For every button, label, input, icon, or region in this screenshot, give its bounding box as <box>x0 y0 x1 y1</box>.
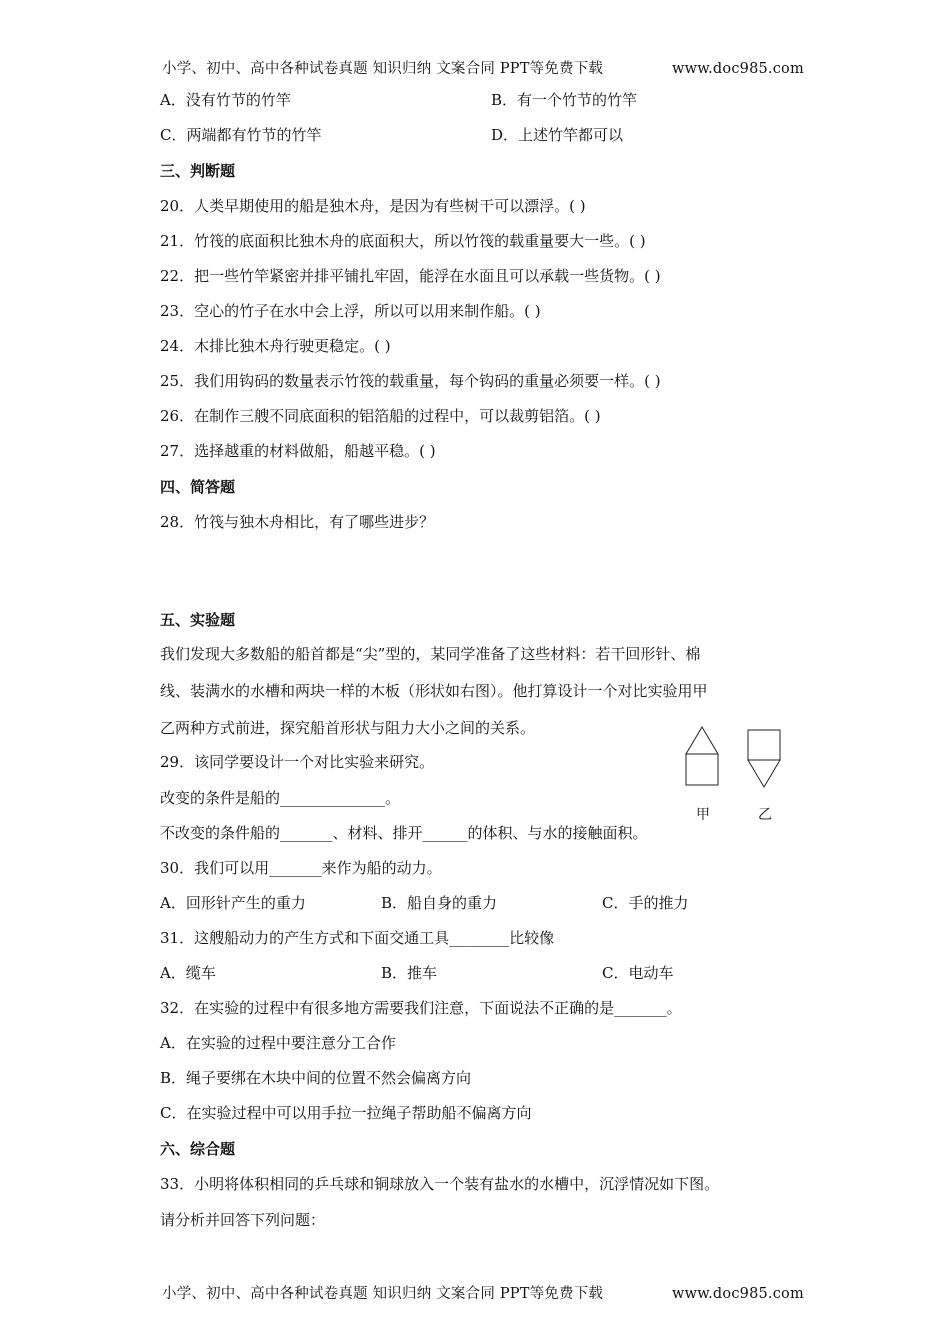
jia-square-body <box>686 754 718 785</box>
q19-option-a: A．没有竹节的竹竿 <box>160 91 291 109</box>
figure-label-jia: 甲 <box>696 807 710 823</box>
boat-shape-figure <box>680 724 790 828</box>
q29-changed-condition: 改变的条件是船的______________。 <box>160 789 401 807</box>
section4-title: 四、简答题 <box>160 478 236 496</box>
figure-label-yi: 乙 <box>758 807 772 823</box>
section3-title: 三、判断题 <box>160 162 236 180</box>
q32-option-a: A．在实验的过程中要注意分工合作 <box>160 1034 396 1052</box>
q24-text: 24．木排比独木舟行驶更稳定。( ) <box>160 337 391 355</box>
q26-text: 26．在制作三艘不同底面积的铝箔船的过程中，可以裁剪铝箔。( ) <box>160 407 601 425</box>
page-footer-site[interactable]: www.doc985.com <box>672 1286 804 1302</box>
q21-text: 21．竹筏的底面积比独木舟的底面积大，所以竹筏的载重量要大一些。( ) <box>160 232 646 250</box>
q32-text: 32．在实验的过程中有很多地方需要我们注意，下面说法不正确的是_______。 <box>160 999 682 1017</box>
q25-text: 25．我们用钩码的数量表示竹筏的载重量，每个钩码的重量必须要一样。( ) <box>160 372 661 390</box>
section6-title: 六、综合题 <box>160 1140 236 1158</box>
q29-text: 29．该同学要设计一个对比实验来研究。 <box>160 753 435 771</box>
page-footer-text: 小学、初中、高中各种试卷真题 知识归纳 文案合同 PPT等免费下载 <box>162 1286 604 1302</box>
q32-option-b: B．绳子要绑在木块中间的位置不然会偏离方向 <box>160 1069 472 1087</box>
q19-option-b: B．有一个竹节的竹竿 <box>491 91 638 109</box>
section5-intro-line3: 乙两种方式前进，探究船首形状与阻力大小之间的关系。 <box>160 719 536 737</box>
q28-text: 28．竹筏与独木舟相比，有了哪些进步？ <box>160 513 435 531</box>
yi-triangle-bow <box>748 760 780 787</box>
q30-text: 30．我们可以用_______来作为船的动力。 <box>160 859 442 877</box>
section5-intro-line2: 线、装满水的水槽和两块一样的木板（形状如右图）。他打算设计一个对比实验用甲 <box>160 682 708 700</box>
page-header-text: 小学、初中、高中各种试卷真题 知识归纳 文案合同 PPT等免费下载 <box>162 61 604 77</box>
section5-title: 五、实验题 <box>160 611 236 629</box>
jia-triangle-bow <box>686 727 718 754</box>
boat-shapes-diagram <box>680 724 790 804</box>
q31-option-a: A．缆车 <box>160 964 216 982</box>
q31-option-c: C．电动车 <box>602 964 674 982</box>
q19-option-d: D．上述竹竿都可以 <box>491 126 624 144</box>
page-header-site[interactable]: www.doc985.com <box>672 61 804 77</box>
section5-intro-line1: 我们发现大多数船的船首都是“尖”型的，某同学准备了这些材料：若干回形针、棉 <box>160 645 701 663</box>
q33-subtext: 请分析并回答下列问题： <box>160 1211 326 1229</box>
q22-text: 22．把一些竹竿紧密并排平铺扎牢固，能浮在水面且可以承载一些货物。( ) <box>160 267 661 285</box>
q29-fixed-conditions: 不改变的条件船的_______、材料、排开______的体积、与水的接触面积。 <box>160 824 648 842</box>
q30-option-a: A．回形针产生的重力 <box>160 894 306 912</box>
q33-text: 33．小明将体积相同的乒乓球和铜球放入一个装有盐水的水槽中，沉浮情况如下图。 <box>160 1175 720 1193</box>
q30-option-c: C．手的推力 <box>602 894 689 912</box>
q30-option-b: B．船自身的重力 <box>381 894 498 912</box>
q19-option-c: C．两端都有竹节的竹竿 <box>160 126 322 144</box>
q27-text: 27．选择越重的材料做船，船越平稳。( ) <box>160 442 436 460</box>
q20-text: 20．人类早期使用的船是独木舟，是因为有些树干可以漂浮。( ) <box>160 197 586 215</box>
yi-square-body <box>748 730 780 760</box>
q31-text: 31．这艘船动力的产生方式和下面交通工具________比较像 <box>160 929 555 947</box>
q31-option-b: B．推车 <box>381 964 438 982</box>
q32-option-c: C．在实验过程中可以用手拉一拉绳子帮助船不偏离方向 <box>160 1104 532 1122</box>
q23-text: 23．空心的竹子在水中会上浮，所以可以用来制作船。( ) <box>160 302 541 320</box>
